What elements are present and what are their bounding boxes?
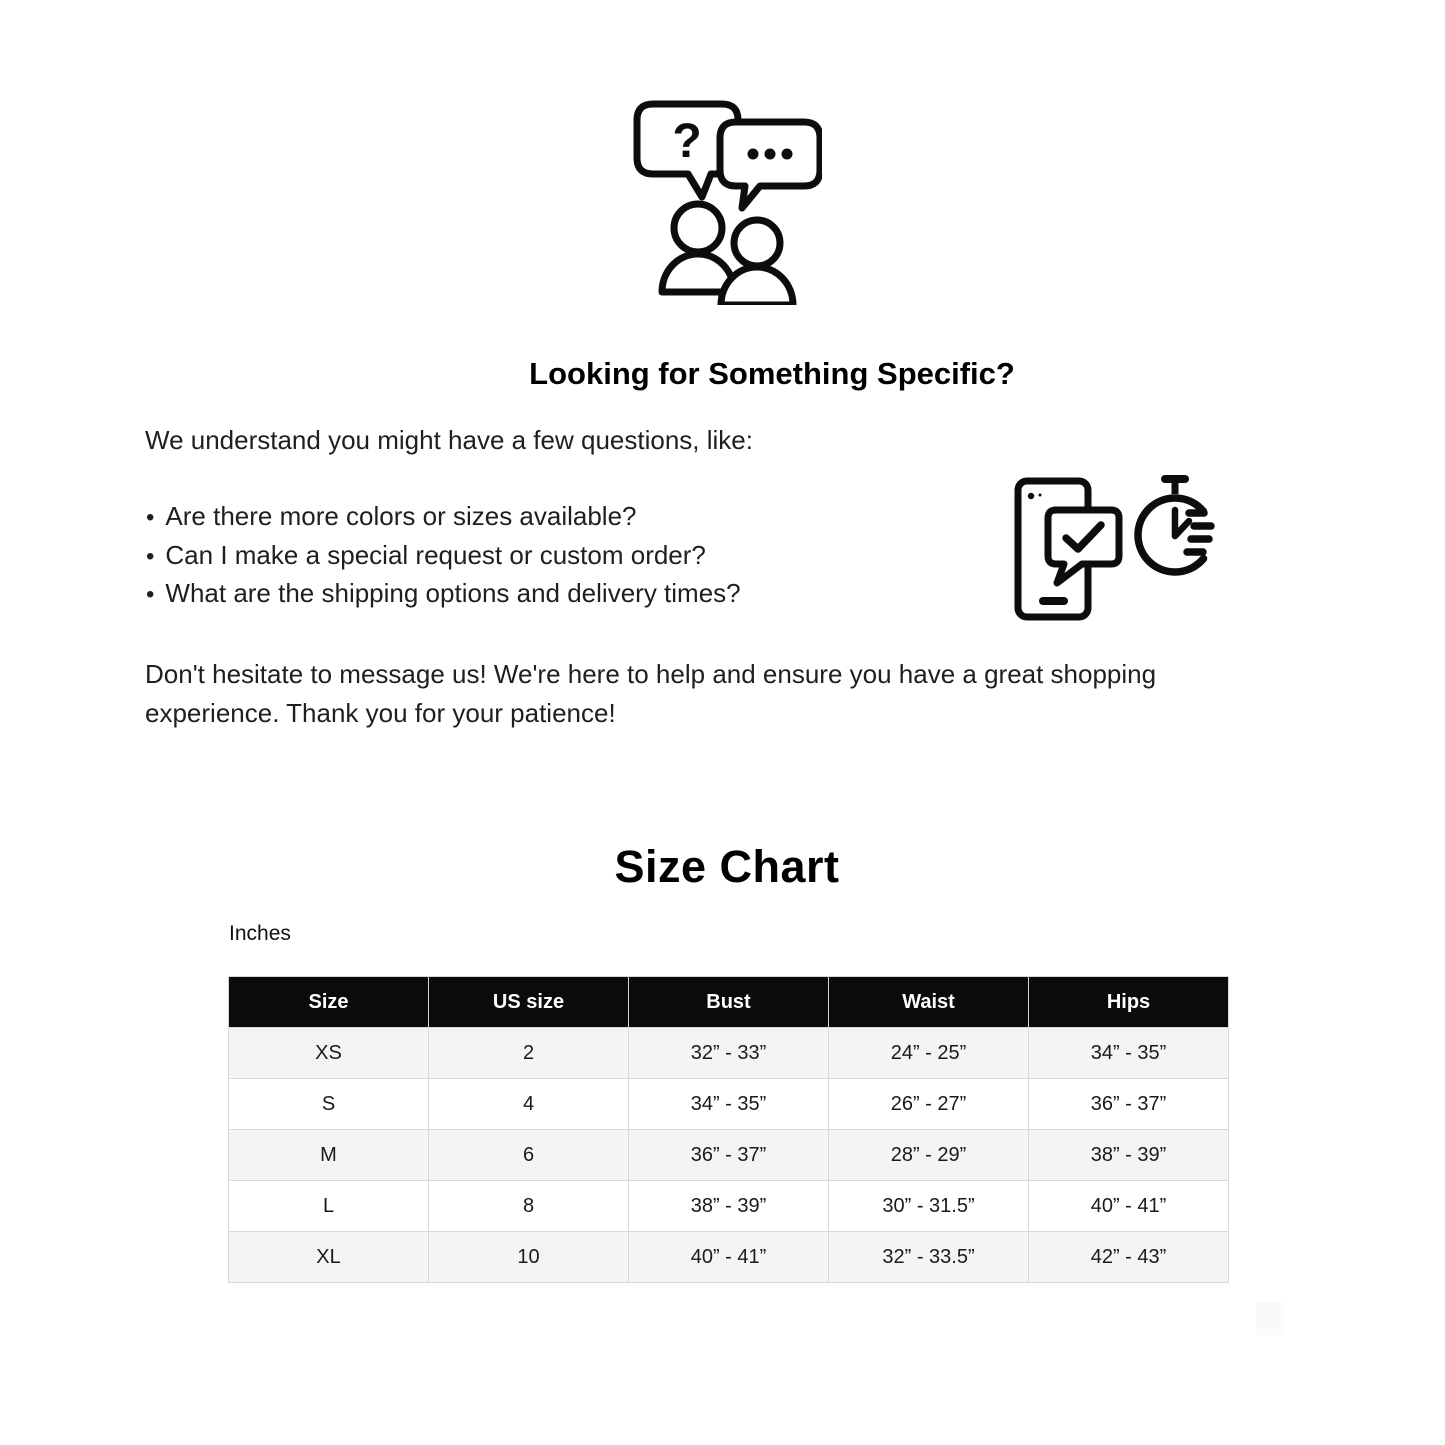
cell-hips: 38” - 39” <box>1029 1130 1229 1181</box>
size-chart-title: Size Chart <box>614 841 840 892</box>
list-item <box>146 540 741 579</box>
two-people-chat-icon-svg <box>632 100 822 305</box>
cell-waist: 24” - 25” <box>829 1028 1029 1079</box>
cell-us-size: 10 <box>429 1232 629 1283</box>
cell-size: M <box>229 1130 429 1181</box>
dots-bubble <box>720 122 820 208</box>
bullet-icon: • <box>146 542 155 570</box>
table-row-xs <box>229 1028 1229 1079</box>
typing-dots <box>748 149 793 160</box>
faq-bullet-list <box>146 501 741 617</box>
list-item-text: Are there more colors or sizes available? <box>165 501 637 531</box>
col-header-us-size: US size <box>429 977 629 1028</box>
table-row-s <box>229 1079 1229 1130</box>
table-row-l <box>229 1181 1229 1232</box>
col-header-waist: Waist <box>829 977 1029 1028</box>
cell-size: S <box>229 1079 429 1130</box>
cell-size: L <box>229 1181 429 1232</box>
col-header-bust: Bust <box>629 977 829 1028</box>
cell-us-size: 2 <box>429 1028 629 1079</box>
cell-waist: 28” - 29” <box>829 1130 1029 1181</box>
cell-size: XS <box>229 1028 429 1079</box>
cell-waist: 26” - 27” <box>829 1079 1029 1130</box>
col-header-size: Size <box>229 977 429 1028</box>
size-chart-table <box>228 976 1229 1283</box>
question-mark: ? <box>672 115 702 168</box>
table-row-xl <box>229 1232 1229 1283</box>
bullet-icon: • <box>146 504 155 531</box>
list-item <box>146 501 741 540</box>
table-header-row <box>229 977 1229 1028</box>
phone-message-stopwatch-icon <box>1005 468 1217 633</box>
closing-text: Don't hesitate to message us! We're here to help and ensure you have a great shopping experience. Thank you for your patience! <box>145 659 1157 728</box>
phone-message-stopwatch-icon-svg <box>1005 468 1217 628</box>
cell-bust: 40” - 41” <box>629 1232 829 1283</box>
cell-bust: 34” - 35” <box>629 1079 829 1130</box>
two-people-chat-icon <box>632 100 822 310</box>
phone-camera-dot2-icon <box>1039 494 1042 497</box>
bullet-icon: • <box>146 581 155 608</box>
faint-watermark-artifact <box>1256 1302 1284 1335</box>
cell-waist: 32” - 33.5” <box>829 1232 1029 1283</box>
list-item-text: What are the shipping options and delivery times? <box>165 578 741 608</box>
cell-waist: 30” - 31.5” <box>829 1181 1029 1232</box>
list-item-text: Can I make a special request or custom order? <box>165 539 706 570</box>
list-item <box>146 578 741 617</box>
phone-camera-dot-icon <box>1028 493 1034 499</box>
cell-us-size: 6 <box>429 1130 629 1181</box>
cell-hips: 40” - 41” <box>1029 1181 1229 1232</box>
cell-size: XL <box>229 1232 429 1283</box>
cell-us-size: 8 <box>429 1181 629 1232</box>
cell-bust: 36” - 37” <box>629 1130 829 1181</box>
section-title: Looking for Something Specific? <box>529 356 1015 391</box>
cell-bust: 32” - 33” <box>629 1028 829 1079</box>
person-left-head-icon <box>674 204 722 252</box>
person-right-head-icon <box>734 220 780 266</box>
cell-hips: 36” - 37” <box>1029 1079 1229 1130</box>
cell-hips: 42” - 43” <box>1029 1232 1229 1283</box>
cell-bust: 38” - 39” <box>629 1181 829 1232</box>
cell-hips: 34” - 35” <box>1029 1028 1229 1079</box>
col-header-hips: Hips <box>1029 977 1229 1028</box>
cell-us-size: 4 <box>429 1079 629 1130</box>
table-row-m <box>229 1130 1229 1181</box>
unit-label: Inches <box>229 922 291 945</box>
intro-text: We understand you might have a few questions, like: <box>145 425 753 455</box>
